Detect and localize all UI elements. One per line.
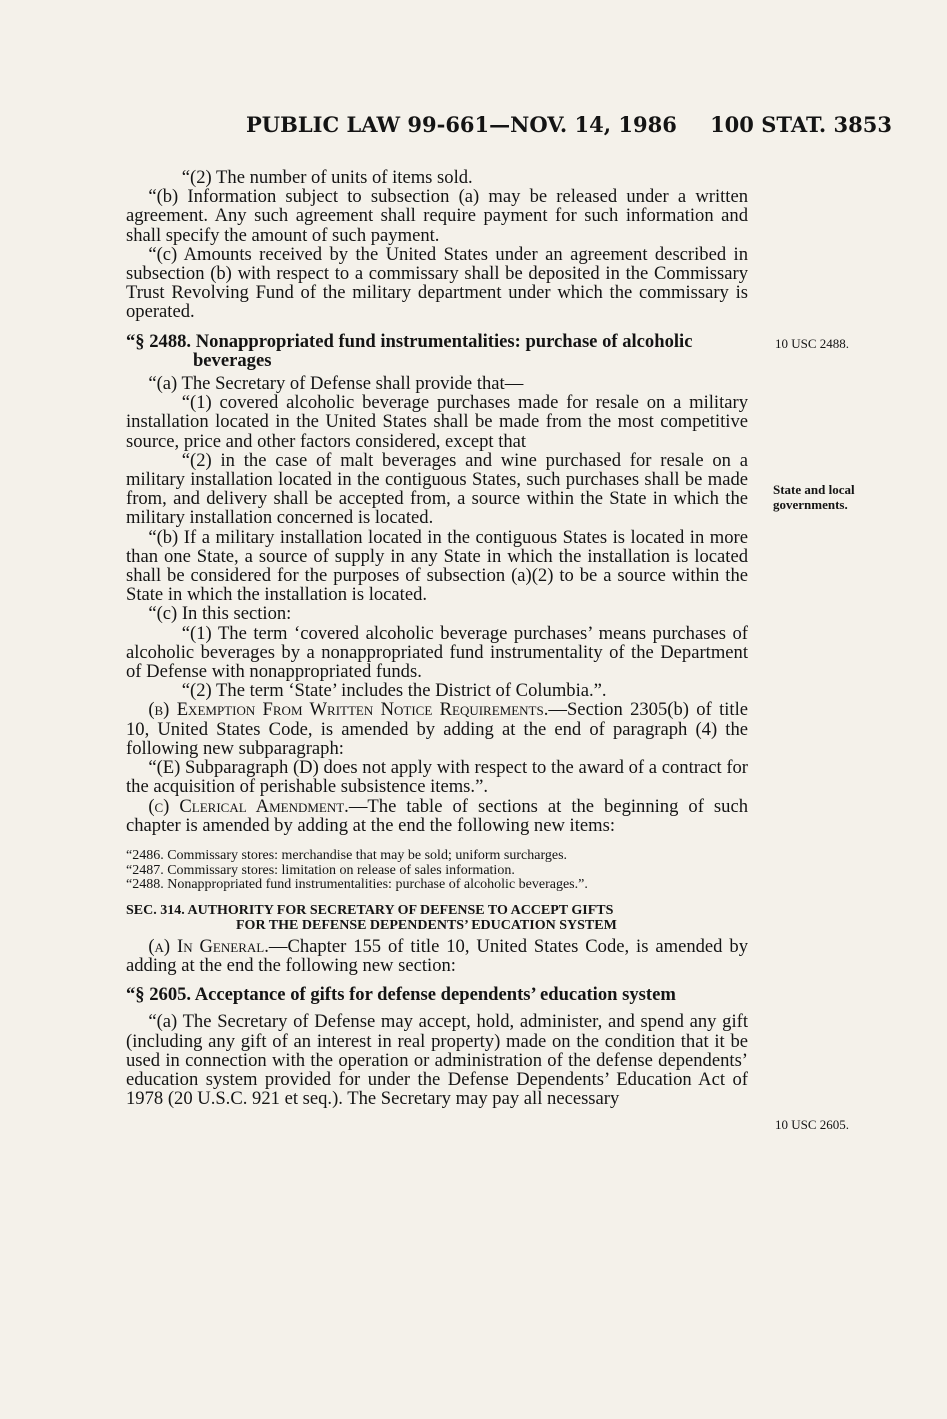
paragraph: “(c) In this section: (148, 603, 292, 625)
paragraph (126, 937, 748, 975)
section-heading-2488: “§ 2488. Nonappropriated fund instrumentalities: purchase of alcoholic beverages (126, 330, 693, 371)
margin-note-line: State and local (773, 482, 855, 497)
page-header (246, 112, 892, 142)
section-314-heading (126, 903, 748, 933)
paragraph: “(b) Information subject to subsection (a) may be released under a written agreement. Any such agreement shall require payment for such information and shall specify the amount of such payment. (126, 186, 748, 246)
paragraph (126, 700, 748, 758)
paragraph-text: —Chapter 155 of title 10, United States Code, is amended by adding at the end the following new section: (126, 935, 748, 976)
paragraph: “(a) The Secretary of Defense may accept, hold, administer, and spend any gift (including any gift of an interest in real property) made on the condition that it be used in connection with the operation or administration of the defense dependents’ education system provided for under the Defense Dependents’ Education Act of 1978 (20 U.S.C. 921 et seq.). The Secretary may pay all necessary (126, 1011, 748, 1110)
paragraph: “(2) The number of units of items sold. (181, 167, 473, 188)
section-314-line: FOR THE DEFENSE DEPENDENTS’ EDUCATION SYSTEM (236, 917, 617, 933)
paragraph (126, 797, 748, 835)
statute-page-number: 100 STAT. 3853 (710, 112, 892, 137)
paragraph: “(2) The term ‘State’ includes the District of Columbia.”. (181, 680, 607, 702)
paragraph: “(c) Amounts received by the United States under an agreement described in subsection (b) with respect to a commissary shall be deposited in the Commissary Trust Revolving Fund of the military department under which the commissary is operated. (126, 243, 748, 323)
table-of-sections (126, 849, 748, 893)
paragraph: “(2) in the case of malt beverages and wine purchased for resale on a military installation located in the contiguous States, such purchases shall be made from, and delivery shall be accepted from, a source within the State in which the military installation concerned is located. (126, 449, 748, 529)
margin-note-usc-2605: 10 USC 2605. (775, 1117, 850, 1132)
margin-note-line: governments. (773, 496, 848, 512)
main-text (126, 168, 748, 1108)
toc-item: “2488. Nonappropriated fund instrumentalities: purchase of alcoholic beverages.”. (126, 877, 588, 893)
paragraph: “(1) The term ‘covered alcoholic beverage purchases’ means purchases of alcoholic beverages by a nonappropriated fund instrumentality of the Department of Defense with nonappropriated funds. (126, 622, 748, 683)
subsection-label: (c) Clerical Amendment. (148, 795, 349, 817)
toc-item: “2486. Commissary stores: merchandise that may be sold; uniform surcharges. (126, 847, 568, 863)
paragraph: “(b) If a military installation located in the contiguous States is located in more than one State, a source of supply in any State in which the installation is located shall be considered for the purposes of subsection (a)(2) to be a source within the State in which the installation is located. (126, 526, 748, 606)
toc-item: “2487. Commissary stores: limitation on release of sales information. (126, 862, 515, 878)
paragraph: “(1) covered alcoholic beverage purchases made for resale on a military installation located in the United States shall be made from the most competitive source, price and other factors considered, except that (126, 392, 748, 452)
paragraph: “(a) The Secretary of Defense shall provide that— (148, 373, 524, 395)
section-314-line: SEC. 314. AUTHORITY FOR SECRETARY OF DEFENSE TO ACCEPT GIFTS (126, 902, 614, 918)
subsection-label: (a) In General. (148, 935, 269, 957)
running-title: PUBLIC LAW 99-661—NOV. 14, 1986 (246, 112, 677, 137)
paragraph-text: —Section 2305(b) of title 10, United States Code, is amended by adding at the end of paragraph (4) the following new subparagraph: (126, 699, 748, 759)
margin-note-state-local (773, 483, 855, 512)
paragraph-text: —The table of sections at the beginning of such chapter is amended by adding at the end the following new items: (126, 795, 748, 836)
subsection-label: (b) Exemption From Written Notice Requirements. (148, 699, 549, 721)
section-heading-2605: “§ 2605. Acceptance of gifts for defense dependents’ education system (126, 984, 676, 1006)
paragraph: “(E) Subparagraph (D) does not apply with respect to the award of a contract for the acquisition of perishable subsistence items.”. (126, 757, 748, 798)
margin-note-usc-2488: 10 USC 2488. (775, 336, 850, 351)
